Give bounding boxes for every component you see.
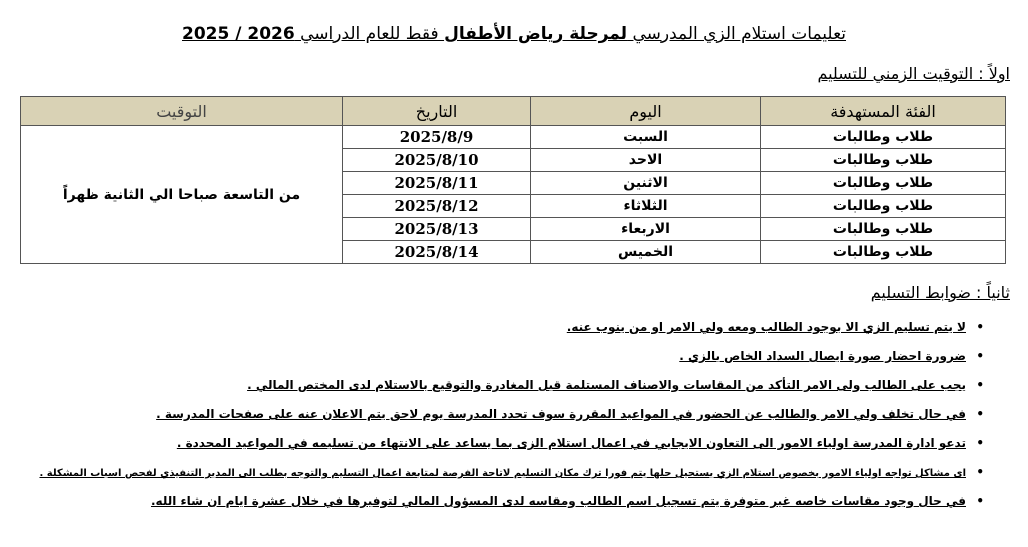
row-date: 2025/8/14 xyxy=(343,241,531,264)
bullet-icon: • xyxy=(976,407,984,421)
list-item xyxy=(28,487,988,516)
rule-text: لا يتم تسليم الزي الا بوجود الطالب ومعه ولي الامر او من ينوب عنه. xyxy=(566,320,966,334)
header-category: الفئة المستهدفة xyxy=(761,97,1006,126)
section-2-heading: ثانياً : ضوابط التسليم xyxy=(870,283,1010,302)
document-title xyxy=(0,24,1028,44)
row-date: 2025/8/12 xyxy=(343,195,531,218)
row-date: 2025/8/9 xyxy=(343,126,531,149)
rule-text: تدعو ادارة المدرسة اولياء الامور الى التعاون الايجابي في اعمال استلام الزى بما يساعد على الانتهاء من تسليمه في المواعيد المحددة . xyxy=(176,436,966,450)
row-date: 2025/8/11 xyxy=(343,172,531,195)
title-part-3: فقط للعام الدراسي xyxy=(294,24,445,44)
bullet-icon: • xyxy=(976,378,984,392)
bullet-icon: • xyxy=(976,320,984,334)
rule-text: يجب على الطالب ولى الامر التأكد من المقاسات والاصناف المستلمة قبل المغادرة والتوقيع بالاستلام لدى المختص المالي . xyxy=(247,378,966,392)
row-date: 2025/8/10 xyxy=(343,149,531,172)
row-date: 2025/8/13 xyxy=(343,218,531,241)
table-row xyxy=(21,126,1006,149)
row-category: طلاب وطالبات xyxy=(761,195,1006,218)
list-item xyxy=(28,371,988,400)
rule-text: ضرورة احضار صورة ايصال السداد الخاص بالزي . xyxy=(679,349,966,363)
row-day: الاحد xyxy=(531,149,761,172)
title-part-1: تعليمات استلام الزي المدرسي xyxy=(627,24,846,44)
header-date: التاريخ xyxy=(343,97,531,126)
row-day: الثلاثاء xyxy=(531,195,761,218)
row-category: طلاب وطالبات xyxy=(761,126,1006,149)
row-day: الخميس xyxy=(531,241,761,264)
list-item xyxy=(28,429,988,458)
title-part-4: 2025 / 2026 xyxy=(182,24,295,44)
row-day: الاثنين xyxy=(531,172,761,195)
row-day: الاربعاء xyxy=(531,218,761,241)
list-item xyxy=(28,458,988,487)
rule-text: في حال وجود مقاسات خاصه غير متوفرة يتم تسجيل اسم الطالب ومقاسه لدى المسؤول المالي لتوفيرها في خلال عشرة ايام ان شاء الله. xyxy=(151,494,966,508)
schedule-table xyxy=(20,96,1006,264)
bullet-icon: • xyxy=(976,349,984,363)
header-time: التوقيت xyxy=(21,97,343,126)
list-item xyxy=(28,342,988,371)
header-day: اليوم xyxy=(531,97,761,126)
rule-text: في حال تخلف ولي الامر والطالب عن الحضور في المواعيد المقررة سوف تحدد المدرسة يوم لاحق يتم الاعلان عنه على صفحات المدرسة . xyxy=(156,407,966,421)
row-category: طلاب وطالبات xyxy=(761,149,1006,172)
rules-list xyxy=(28,313,988,516)
list-item xyxy=(28,313,988,342)
list-item xyxy=(28,400,988,429)
row-category: طلاب وطالبات xyxy=(761,172,1006,195)
row-category: طلاب وطالبات xyxy=(761,218,1006,241)
rule-text: اى مشاكل تواجه اولياء الامور بخصوص استلام الزي يستحيل حلها يتم فورا ترك مكان التسليم لاتاحة الفرصة لمتابعة اعمال التسليم والتوجه بطلب الى المدير التنفيذي لفحص اسباب المشكلة . xyxy=(39,468,966,479)
section-1-heading: اولاً : التوقيت الزمني للتسليم xyxy=(817,64,1010,83)
time-cell: من التاسعة صباحا الي الثانية ظهراً xyxy=(21,126,343,264)
bullet-icon: • xyxy=(976,465,984,479)
title-part-2: لمرحلة رياض الأطفال xyxy=(444,24,628,44)
row-day: السبت xyxy=(531,126,761,149)
bullet-icon: • xyxy=(976,436,984,450)
row-category: طلاب وطالبات xyxy=(761,241,1006,264)
schedule-header-row xyxy=(21,97,1006,126)
bullet-icon: • xyxy=(976,494,984,508)
